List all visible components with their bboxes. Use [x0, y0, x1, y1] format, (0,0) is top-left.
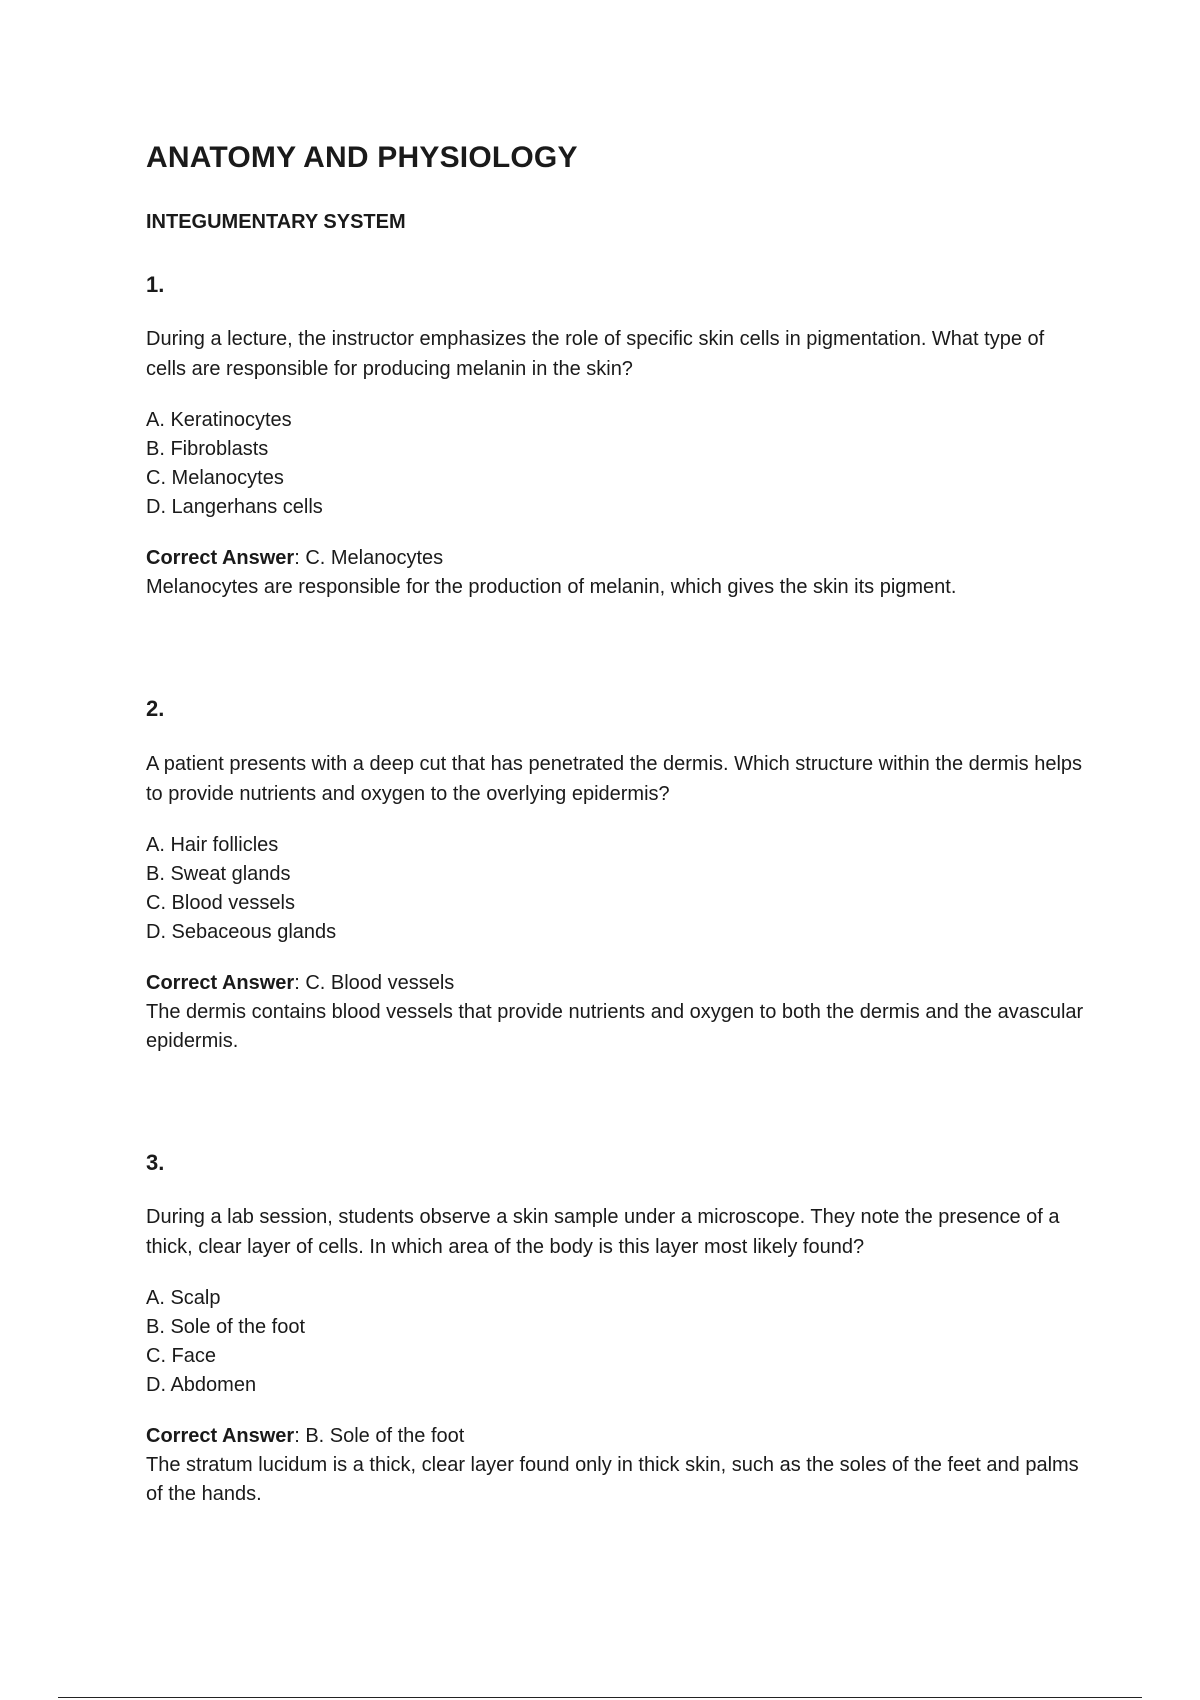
- answer-explanation: The stratum lucidum is a thick, clear layer found only in thick skin, such as the soles of the feet and palms of the hands.: [146, 1454, 1079, 1506]
- document-page: [146, 140, 1086, 1509]
- answer-block: [146, 1422, 1086, 1509]
- option-d: D. Langerhans cells: [146, 496, 323, 519]
- question-2: [146, 696, 1086, 1055]
- question-text: A patient presents with a deep cut that has penetrated the dermis. Which structure within the dermis helps to provide nutrients and oxygen to the overlying epidermis?: [146, 752, 1083, 805]
- question-number: 2.: [146, 696, 165, 722]
- answer-options: [146, 406, 1086, 522]
- correct-answer-label: Correct Answer: [146, 971, 295, 994]
- question-3: [146, 1150, 1086, 1509]
- question-text: During a lab session, students observe a skin sample under a microscope. They note the presence of a thick, clear layer of cells. In which area of the body is this layer most likely found?: [146, 1206, 1060, 1259]
- correct-answer-line: [146, 969, 1086, 998]
- answer-options: [146, 831, 1086, 947]
- correct-answer-value: : B. Sole of the foot: [294, 1425, 465, 1448]
- footer-divider: [58, 1697, 1142, 1698]
- answer-options: [146, 1284, 1086, 1400]
- option-c: C. Blood vessels: [146, 891, 295, 914]
- correct-answer-value: : C. Melanocytes: [294, 547, 444, 570]
- document-title: ANATOMY AND PHYSIOLOGY: [146, 141, 578, 174]
- question-number: 3.: [146, 1149, 165, 1175]
- correct-answer-value: : C. Blood vessels: [294, 971, 455, 994]
- option-c: C. Face: [146, 1345, 217, 1368]
- option-c: C. Melanocytes: [146, 467, 284, 490]
- option-a: A. Scalp: [146, 1287, 221, 1310]
- option-d: D. Sebaceous glands: [146, 920, 337, 943]
- answer-explanation: The dermis contains blood vessels that provide nutrients and oxygen to both the dermis and the avascular epidermis.: [146, 1000, 1084, 1052]
- correct-answer-label: Correct Answer: [146, 1425, 295, 1448]
- answer-block: [146, 544, 1086, 602]
- correct-answer-label: Correct Answer: [146, 547, 295, 570]
- option-b: B. Fibroblasts: [146, 438, 269, 461]
- option-b: B. Sole of the foot: [146, 1316, 305, 1339]
- answer-explanation: Melanocytes are responsible for the production of melanin, which gives the skin its pigment.: [146, 576, 957, 599]
- option-a: A. Keratinocytes: [146, 409, 292, 432]
- answer-block: [146, 969, 1086, 1056]
- correct-answer-line: [146, 1422, 1086, 1451]
- option-d: D. Abdomen: [146, 1374, 257, 1397]
- question-1: [146, 272, 1086, 602]
- question-number: 1.: [146, 272, 165, 297]
- option-b: B. Sweat glands: [146, 862, 291, 885]
- section-title: INTEGUMENTARY SYSTEM: [146, 211, 406, 233]
- option-a: A. Hair follicles: [146, 833, 279, 856]
- correct-answer-line: [146, 544, 1086, 573]
- question-text: During a lecture, the instructor emphasizes the role of specific skin cells in pigmentation. What type of cells are responsible for producing melanin in the skin?: [146, 328, 1045, 381]
